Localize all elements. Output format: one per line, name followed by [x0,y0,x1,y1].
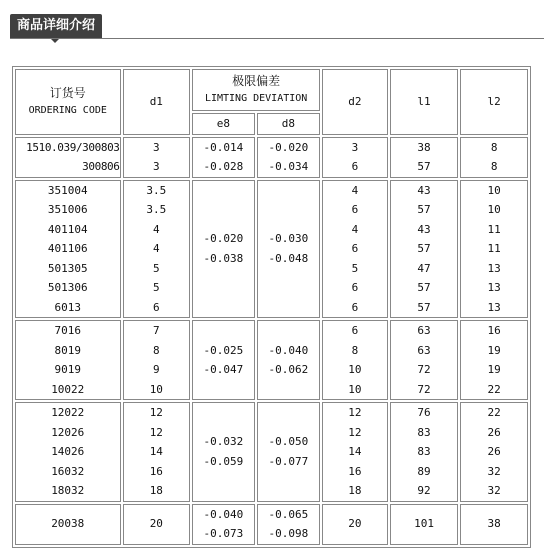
product-details-tab[interactable]: 商品详细介绍 [10,14,102,38]
d1-value: 12 [149,425,163,439]
d2-cell [322,320,388,400]
d1-value: 18 [149,484,163,497]
d8-header: d8 [257,113,321,135]
d2-value: 12 [348,406,362,419]
ordering-code-value: 501306 [47,281,88,294]
ordering-code-header [15,69,121,135]
l2-value: 26 [487,445,501,458]
l1-value: 43 [417,222,431,236]
d1-cell [123,504,191,545]
l1-value: 63 [417,324,431,337]
l2-value: 13 [487,281,501,294]
ordering-code-cell [15,402,121,502]
e8-header: e8 [192,113,254,135]
e8-value: -0.020 [203,232,244,246]
l2-value: 8 [490,140,498,154]
l1-value: 57 [417,300,431,314]
ordering-code-value: 1510.039/300803 [26,140,120,154]
d8-value: -0.065 [268,507,309,521]
d1-value: 3.5 [146,203,167,216]
l2-cell [460,137,528,178]
d1-value: 7 [153,324,160,337]
d1-value: 8 [153,343,160,357]
l2-value: 13 [487,300,501,314]
l1-value: 76 [417,406,431,419]
d8-cell [257,402,321,502]
e8-cell [192,137,254,178]
l2-cell [460,320,528,400]
d8-value: -0.048 [268,251,309,265]
d1-value: 4 [153,222,160,236]
table-row-group [15,504,528,545]
e8-value: -0.028 [203,160,244,173]
ordering-code-cell [15,137,121,178]
l2-header: l2 [460,69,528,135]
e8-value: -0.047 [203,363,244,376]
e8-cell [192,320,254,400]
l1-cell [390,320,459,400]
l1-cell [390,504,459,545]
ordering-code-value: 401104 [47,222,88,236]
l2-value: 10 [487,183,501,197]
deviation-header-cn: 极限偏差 [232,74,281,88]
table-row-group [15,320,528,400]
spec-table [12,66,531,548]
l1-value: 57 [417,160,431,173]
l2-cell [460,504,528,545]
d1-value: 20 [149,517,163,531]
ordering-code-value: 501305 [47,261,88,275]
l2-value: 22 [487,382,501,396]
d2-value: 6 [351,242,359,255]
ordering-code-value: 9019 [54,363,81,376]
table-row-group [15,180,528,319]
d1-value: 6 [153,300,160,314]
l1-value: 57 [417,203,431,216]
l2-value: 19 [487,363,501,376]
e8-value: -0.014 [203,140,244,154]
l2-value: 26 [487,425,501,439]
l1-value: 43 [417,183,431,197]
d8-value: -0.062 [268,363,309,376]
e8-value: -0.025 [203,343,244,357]
ordering-code-cell [15,180,121,319]
d1-value: 12 [149,406,163,419]
l2-value: 38 [487,517,501,531]
spec-table-body [15,69,528,545]
l2-value: 16 [487,324,501,337]
l2-value: 32 [487,484,501,497]
ordering-code-cell [15,504,121,545]
d1-value: 10 [149,382,163,396]
ordering-code-value: 6013 [54,300,81,314]
d1-value: 9 [153,363,160,376]
l1-cell [390,402,459,502]
l1-value: 47 [417,261,431,275]
d2-cell [322,180,388,319]
d1-value: 16 [149,464,163,478]
d2-value: 6 [351,300,359,314]
l1-value: 89 [417,464,431,478]
l1-value: 72 [417,363,431,376]
l2-cell [460,180,528,319]
l2-value: 32 [487,464,501,478]
d8-value: -0.040 [268,343,309,357]
e8-cell [192,180,254,319]
d2-value: 16 [348,464,362,478]
e8-value: -0.073 [203,527,244,540]
ordering-code-value: 12026 [51,425,85,439]
l2-value: 11 [487,222,501,236]
d8-cell [257,137,321,178]
d2-value: 12 [348,425,362,439]
e8-value: -0.059 [203,454,244,468]
ordering-code-value: 20038 [51,517,85,531]
l1-value: 38 [417,140,431,154]
d2-cell [322,137,388,178]
d2-value: 10 [348,382,362,396]
ordering-code-value: 18032 [51,484,85,497]
deviation-header [192,69,320,111]
ordering-code-header-en: ORDERING CODE [28,104,107,116]
d1-cell [123,320,191,400]
d1-value: 3 [153,140,160,154]
d1-value: 3.5 [146,183,167,197]
ordering-code-value: 10022 [51,382,85,396]
d2-value: 20 [348,517,362,531]
table-header-row [15,69,528,111]
e8-value: -0.040 [203,507,244,521]
d2-value: 3 [351,140,359,154]
ordering-code-header-cn: 订货号 [49,85,86,100]
d2-header: d2 [322,69,388,135]
l2-cell [460,402,528,502]
e8-cell [192,504,254,545]
ordering-code-value: 7016 [54,324,81,337]
l1-cell [390,180,459,319]
d2-value: 14 [348,445,362,458]
d1-value: 14 [149,445,163,458]
l1-value: 83 [417,445,431,458]
d2-cell [322,504,388,545]
l2-value: 11 [487,242,501,255]
d8-cell [257,504,321,545]
l2-value: 8 [490,160,498,173]
l1-value: 57 [417,242,431,255]
l1-header: l1 [390,69,459,135]
d1-value: 5 [153,261,160,275]
d1-cell [123,137,191,178]
l2-value: 19 [487,343,501,357]
d2-value: 6 [351,324,359,337]
l1-value: 101 [414,517,434,531]
l2-value: 22 [487,406,501,419]
d1-header: d1 [123,69,191,135]
ordering-code-value: 8019 [54,343,81,357]
d1-cell [123,180,191,319]
section-header [0,0,546,42]
deviation-header-en: LIMTING DEVIATION [204,93,308,104]
d2-value: 4 [351,222,359,236]
l1-cell [390,137,459,178]
d1-value: 5 [153,281,160,294]
e8-value: -0.032 [203,435,244,449]
ordering-code-value: 351006 [47,203,88,216]
table-row-group [15,402,528,502]
l1-value: 63 [417,343,431,357]
header-divider [10,38,544,39]
d2-value: 8 [351,343,359,357]
d2-value: 6 [351,203,359,216]
d8-value: -0.050 [268,435,309,449]
d8-value: -0.034 [268,160,309,173]
d2-value: 6 [351,160,359,173]
l1-value: 83 [417,425,431,439]
l2-value: 10 [487,203,501,216]
table-row-group [15,137,528,178]
d2-value: 6 [351,281,359,294]
l1-value: 92 [417,484,431,497]
e8-cell [192,402,254,502]
d1-cell [123,402,191,502]
l2-value: 13 [487,261,501,275]
ordering-code-cell [15,320,121,400]
d8-value: -0.098 [268,527,309,540]
d8-cell [257,320,321,400]
d1-value: 4 [153,242,160,255]
d1-value: 3 [153,160,160,173]
l1-value: 72 [417,382,431,396]
ordering-code-value: 14026 [51,445,85,458]
d2-value: 18 [348,484,362,497]
ordering-code-value: 300806 [82,160,120,173]
ordering-code-value: 351004 [47,183,88,197]
d8-value: -0.030 [268,232,309,246]
d8-value: -0.020 [268,140,309,154]
e8-value: -0.038 [203,251,244,265]
d2-value: 4 [351,183,359,197]
d8-cell [257,180,321,319]
d2-value: 5 [351,261,359,275]
ordering-code-value: 12022 [51,406,85,419]
d8-value: -0.077 [268,454,309,468]
ordering-code-value: 401106 [47,242,88,255]
d2-value: 10 [348,363,362,376]
l1-value: 57 [417,281,431,294]
ordering-code-value: 16032 [51,464,85,478]
d2-cell [322,402,388,502]
